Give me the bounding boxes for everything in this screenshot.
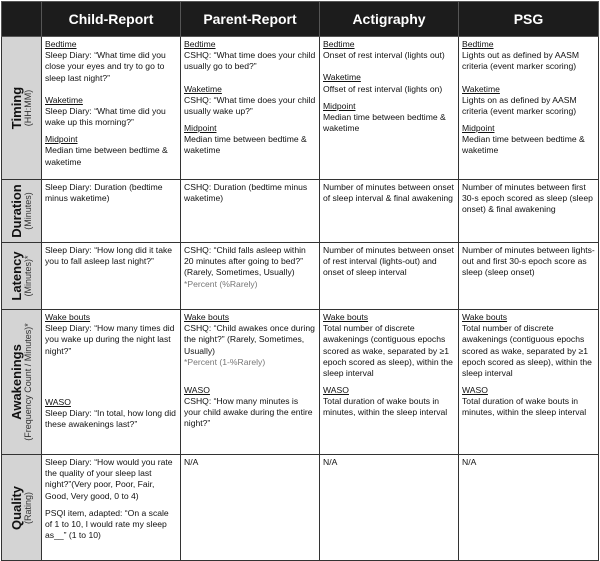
cell-duration-psg: Number of minutes between first 30-s epoch scored as sleep (sleep onset) & final awakening (459, 180, 599, 243)
row-label-awakenings (2, 310, 42, 455)
row-unit-timing: (HH:MM) (22, 89, 33, 127)
waketime-title: Waketime (323, 72, 361, 83)
wake-bouts-text: Total number of discrete awakenings (contiguous epochs scored as wake, separated by ≥1 epoch scored as sleep), within the sleep interval (462, 323, 592, 378)
cell-latency-parent (181, 243, 320, 310)
waketime-text: CSHQ: “What time does your child usually wake up?” (184, 94, 316, 116)
waso-title: WASO (45, 396, 71, 407)
row-latency (2, 243, 599, 310)
midpoint-text: Median time between bedtime & waketime (184, 134, 307, 156)
midpoint-title: Midpoint (462, 123, 495, 134)
waketime-text: Offset of rest interval (lights on) (323, 83, 443, 94)
header-psg: PSG (459, 2, 599, 37)
midpoint-title: Midpoint (184, 123, 217, 134)
bedtime-title: Bedtime (462, 39, 494, 49)
cell-duration-parent: CSHQ: Duration (bedtime minus waketime) (181, 180, 320, 243)
row-title-quality: Quality (8, 485, 24, 530)
wake-bouts-title: Wake bouts (323, 312, 369, 322)
row-title-timing: Timing (8, 86, 24, 130)
midpoint-title: Midpoint (45, 134, 78, 145)
header-parent-report: Parent-Report (181, 2, 320, 37)
header-row (2, 2, 599, 37)
cell-duration-child: Sleep Diary: Duration (bedtime minus waketime) (42, 180, 181, 243)
row-label-latency (2, 243, 42, 310)
cell-latency-child: Sleep Diary: “How long did it take you to fall asleep last night?” (42, 243, 181, 310)
header-corner (2, 2, 42, 37)
midpoint-text: Median time between bedtime & waketime (45, 145, 168, 167)
cell-awakenings-parent (181, 310, 320, 455)
waketime-text: Sleep Diary: “What time did you wake up this morning?” (45, 105, 166, 128)
wake-bouts-title: Wake bouts (184, 312, 230, 322)
cell-awakenings-child (42, 310, 181, 455)
cell-latency-psg: Number of minutes between lights-out and first 30-s epoch score as sleep (sleep onset) (459, 243, 599, 310)
header-actigraphy: Actigraphy (320, 2, 459, 37)
wake-bouts-title: Wake bouts (462, 312, 508, 322)
midpoint-text: Median time between bedtime & waketime (462, 134, 585, 156)
row-title-awakenings: Awakenings (8, 344, 24, 420)
waketime-text: Lights on as defined by AASM criteria (event marker scoring) (462, 94, 577, 116)
waso-text: CSHQ: “How many minutes is your child awake during the entire night?” (184, 396, 313, 429)
row-title-duration: Duration (8, 184, 24, 238)
sleep-measures-table (1, 1, 599, 561)
quality-diary-text: Sleep Diary: “How would you rate the quality of your sleep last night?”(Very poor, Poor, Fair, Good, Very good, 0 to 4) (45, 457, 173, 501)
cell-quality-psg: N/A (459, 455, 599, 561)
waso-text: Total duration of wake bouts in minutes, within the sleep interval (462, 396, 587, 418)
row-quality (2, 455, 599, 561)
row-duration (2, 180, 599, 243)
quality-psqi-text: PSQI item, adapted: “On a scale of 1 to 10, I would rate my sleep as__” (1 to 10) (45, 507, 169, 541)
waso-title: WASO (184, 384, 210, 395)
waketime-title: Waketime (45, 94, 83, 105)
header-child-report: Child-Report (42, 2, 181, 37)
cell-quality-parent: N/A (181, 455, 320, 561)
waso-text: Sleep Diary: “In total, how long did these awakenings last?” (45, 407, 176, 430)
waso-title: WASO (323, 385, 349, 396)
wake-bouts-title: Wake bouts (45, 312, 91, 322)
cell-timing-psg (459, 37, 599, 180)
bedtime-title: Bedtime (184, 39, 216, 49)
row-timing (2, 37, 599, 180)
cell-quality-child (42, 455, 181, 561)
waso-title: WASO (462, 385, 488, 396)
cell-timing-parent (181, 37, 320, 180)
cell-quality-actigraphy: N/A (320, 455, 459, 561)
cell-timing-child (42, 37, 181, 180)
waketime-title: Waketime (462, 83, 500, 94)
row-label-quality (2, 455, 42, 561)
latency-parent-text: CSHQ: “Child falls asleep within 20 minutes after going to bed?” (Rarely, Sometimes, Usually) (184, 245, 306, 278)
bedtime-title: Bedtime (323, 39, 355, 49)
row-unit-duration: (Minutes) (22, 192, 33, 230)
cell-timing-actigraphy (320, 37, 459, 180)
midpoint-title: Midpoint (323, 100, 356, 111)
row-awakenings (2, 310, 599, 455)
waketime-title: Waketime (184, 83, 222, 94)
cell-duration-actigraphy: Number of minutes between onset of sleep interval & final awakening (320, 180, 459, 243)
wake-bouts-note: *Percent (1-%Rarely) (184, 356, 266, 367)
bedtime-title: Bedtime (45, 39, 77, 49)
cell-awakenings-actigraphy (320, 310, 459, 455)
wake-bouts-text: CSHQ: “Child awakes once during the night?” (Rarely, Sometimes, Usually) (184, 323, 315, 356)
cell-awakenings-psg (459, 310, 599, 455)
bedtime-text: CSHQ: “What time does your child usually go to bed?” (184, 50, 316, 72)
row-unit-awakenings: (Frequency Count / Minutes)* (22, 323, 33, 441)
waso-text: Total duration of wake bouts in minutes, within the sleep interval (323, 396, 448, 418)
row-label-duration (2, 180, 42, 243)
wake-bouts-text: Sleep Diary: “How many times did you wake up during the night last night?” (45, 323, 175, 356)
row-label-timing (2, 37, 42, 180)
row-title-latency: Latency (8, 251, 24, 301)
bedtime-text: Sleep Diary: “What time did you close your eyes and try to go to sleep last night?” (45, 50, 166, 83)
cell-latency-actigraphy: Number of minutes between onset of rest interval (lights-out) and onset of sleep interval (320, 243, 459, 310)
wake-bouts-text: Total number of discrete awakenings (contiguous epochs scored as wake, separated by ≥1 epoch scored as sleep), within the sleep interval (323, 323, 453, 378)
latency-parent-note: *Percent (%Rarely) (184, 278, 258, 289)
midpoint-text: Median time between bedtime & waketime (323, 111, 446, 134)
row-unit-latency: (Minutes)* (22, 255, 33, 297)
bedtime-text: Onset of rest interval (lights out) (323, 50, 445, 61)
bedtime-text: Lights out as defined by AASM criteria (event marker scoring) (462, 50, 580, 72)
row-unit-quality: (Rating) (22, 491, 33, 524)
